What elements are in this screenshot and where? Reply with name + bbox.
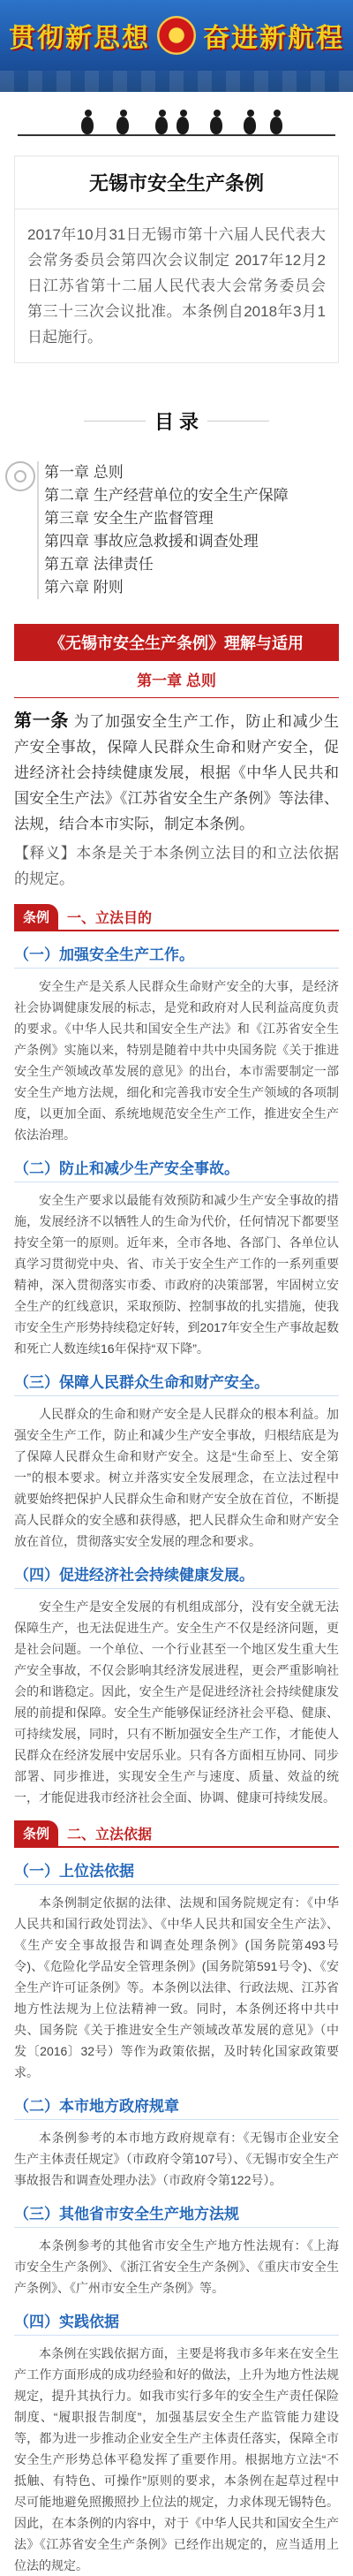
- bird-icon: [210, 117, 222, 134]
- toc-item: 第五章 法律责任: [37, 553, 353, 576]
- subsection-text: 本条例参考的其他省市安全生产地方性法规有：《上海市安全生产条例》、《浙江省安全生产条例》、《重庆市安全生产条例》、《广州市安全生产条例》等。: [14, 2238, 339, 2295]
- toc-item: 第二章 生产经营单位的安全生产保障: [37, 484, 353, 507]
- wire-line: [18, 134, 335, 136]
- header-banner: [0, 0, 353, 92]
- section-header: [14, 904, 339, 931]
- toc-title: 目 录: [154, 411, 199, 433]
- flower-icon: [5, 461, 35, 491]
- law-info-card: [14, 156, 339, 363]
- section-title: 一、立法目的: [67, 911, 153, 926]
- subsection-heading: （三）其他省市安全生产地方法规: [14, 2201, 339, 2228]
- banner-slogan: [0, 16, 353, 55]
- divider: [207, 421, 269, 422]
- subsection-text: 本条例参考的本市地方政府规章有：《无锡市企业安全生产主体责任规定》（市政府令第107号）、《无锡市安全生产事故报告和调查处理办法》（市政府令第122号）。: [14, 2131, 339, 2187]
- bird-icon: [244, 117, 256, 134]
- chapter-heading: 第一章 总则: [14, 661, 339, 698]
- interpretation-heading: 《无锡市安全生产条例》理解与适用: [14, 624, 339, 661]
- clause-tag: 条例: [14, 1820, 58, 1846]
- subsection-heading: （二）本市地方政府规章: [14, 2093, 339, 2120]
- article-text: 为了加强安全生产工作，防止和减少生产安全事故，保障人民群众生命和财产安全，促进经济社会持续健康发展，根据《中华人民共和国安全生产法》《江苏省安全生产条例》等法律、法规，结合本市实际，制定本条例。: [14, 713, 339, 832]
- toc-item: 第四章 事故应急救援和调查处理: [37, 530, 353, 553]
- subsection-heading: （一）加强安全生产工作。: [14, 942, 339, 969]
- toc-heading: [0, 407, 353, 435]
- article-number: 第一条: [14, 711, 70, 731]
- toc-item: 第一章 总则: [37, 461, 353, 484]
- section-header: [14, 1820, 339, 1848]
- subsection-text: 安全生产是安全发展的有机组成部分，没有安全就无法保障生产，也无法促进生产。安全生产不仅是经济问题，更是社会问题。一个单位、一个行业甚至一个地区发生重大生产安全事故，不仅会影响其经济发展进程，更会严重影响社会的和谐稳定。因此，安全生产是促进经济社会持续健康发展的前提和保障。安全生产能够保证经济社会平稳、健康、可持续发展，同时，只有不断加强安全生产工作，才能使人民群众在经济发展中安居乐业。只有各方面相互协同、同步部署、同步推进，实现安全生产与速度、质量、效益的统一，才能促进我市经济社会全面、协调、健康可持续发展。: [14, 1600, 339, 1805]
- divider: [84, 421, 146, 422]
- table-of-contents: [0, 461, 353, 599]
- section-title: 二、立法依据: [67, 1828, 153, 1843]
- bird-icon: [270, 117, 282, 134]
- party-emblem-icon: [157, 16, 196, 55]
- subsection-text: 安全生产是关系人民群众生命财产安全的大事，是经济社会协调健康发展的标志，是党和政府对人民利益高度负责的要求。《中华人民共和国安全生产法》和《江苏省安全生产条例》实施以来，特别是随着中共中央国务院《关于推进安全生产领域改革发展的意见》的出台，本市需要制定一部安全生产地方法规，细化和完善我市安全生产领域的各项制度，以更加全面、系统地规范安全生产工作，推进安全生产依法治理。: [14, 979, 339, 1142]
- banner-title-right: 奋进新航程: [203, 23, 344, 54]
- article-explanation: 【释义】本条是关于本条例立法目的和立法依据的规定。: [14, 845, 339, 887]
- bird-icon: [155, 117, 168, 134]
- subsection-text: 安全生产要求以最能有效预防和减少生产安全事故的措施，发展经济不以牺牲人的生命为代价，任何情况下都要坚持安全第一的原则。近年来，全市各地、各部门、各单位认真学习贯彻党中央、省、市关于安全生产工作的一系列重要精神，深入贯彻落实市委、市政府的决策部署，牢固树立安全生产的红线意识，采取预防、控制事故的扎实措施，使我市安全生产形势持续稳定好转，到2017年安全生产事故起数和死亡人数连续16年保持“双下降”。: [14, 1193, 339, 1356]
- law-title: 无锡市安全生产条例: [15, 156, 338, 209]
- toc-item: 第三章 安全生产监督管理: [37, 507, 353, 530]
- bird-icon: [81, 117, 94, 134]
- subsection-text: 本条例制定依据的法律、法规和国务院规定有：《中华人民共和国行政处罚法》、《中华人民共和国安全生产法》、《生产安全事故报告和调查处理条例》(国务院第493号令)、《危险化学品安全管理条例》(国务院第591号令)、《安全生产许可证条例》等。本条例以法律、行政法规、江苏省地方性法规为上位法精神一致。同时，本条例还将中共中央、国务院《关于推进安全生产领域改革发展的意见》（中发〔2016〕32号）等作为政策依据，及时转化国家政策要求。: [14, 1896, 339, 2079]
- subsection-heading: （一）上位法依据: [14, 1858, 339, 1885]
- bird-icon: [116, 117, 129, 134]
- subsection-heading: （四）促进经济社会持续健康发展。: [14, 1562, 339, 1589]
- toc-item: 第六章 附则: [37, 576, 353, 599]
- subsection-heading: （三）保障人民群众生命和财产安全。: [14, 1370, 339, 1396]
- subsection-text: 本条例在实践依据方面，主要是将我市多年来在安全生产工作方面形成的成功经验和好的做法，上升为地方性法规规定，提升其执行力。如我市实行多年的安全生产责任保险制度、“履职报告制度”，加强基层安全生产监管能力建设等，都为进一步推动企业安全生产主体责任落实，保障全市安全生产形势总体平稳发挥了重要作用。根据地方立法“不抵触、有特色、可操作”原则的要求，本条例在起草过程中尽可能地避免照搬照抄上位法的规定，力求体现无锡特色。因此，在本条例的内容中，对于《中华人民共和国安全生产法》《江苏省安全生产条例》已经作出规定的，应当适用上位法的规定。: [14, 2346, 339, 2572]
- banner-title-left: 贯彻新思想: [9, 23, 150, 54]
- clause-tag: 条例: [14, 904, 58, 930]
- subsection-heading: （二）防止和减少生产安全事故。: [14, 1156, 339, 1182]
- bird-icon: [176, 117, 189, 134]
- law-intro: 2017年10月31日无锡市第十六届人民代表大会常务委员会第四次会议制定 2017年12月2日江苏省第十二届人民代表大会常务委员会第三十三次会议批准。本条例自2018年3月1日起施行。: [27, 226, 326, 346]
- birds-on-wire-decoration: [0, 92, 353, 156]
- subsection-text: 人民群众的生命和财产安全是人民群众的根本利益。加强安全生产工作，防止和减少生产安全事故，归根结底是为了保障人民群众生命和财产安全。这是“生命至上、安全第一”的根本要求。树立并落实安全发展理念，在立法过程中就要始终把保护人民群众生命和财产安全放在首位，不断提高人民群众的安全感和获得感，把人民群众生命和财产安全放在首位，贯彻落实安全发展的理念和要求。: [14, 1407, 339, 1548]
- subsection-heading: （四）实践依据: [14, 2309, 339, 2336]
- article-paragraph: [0, 709, 353, 837]
